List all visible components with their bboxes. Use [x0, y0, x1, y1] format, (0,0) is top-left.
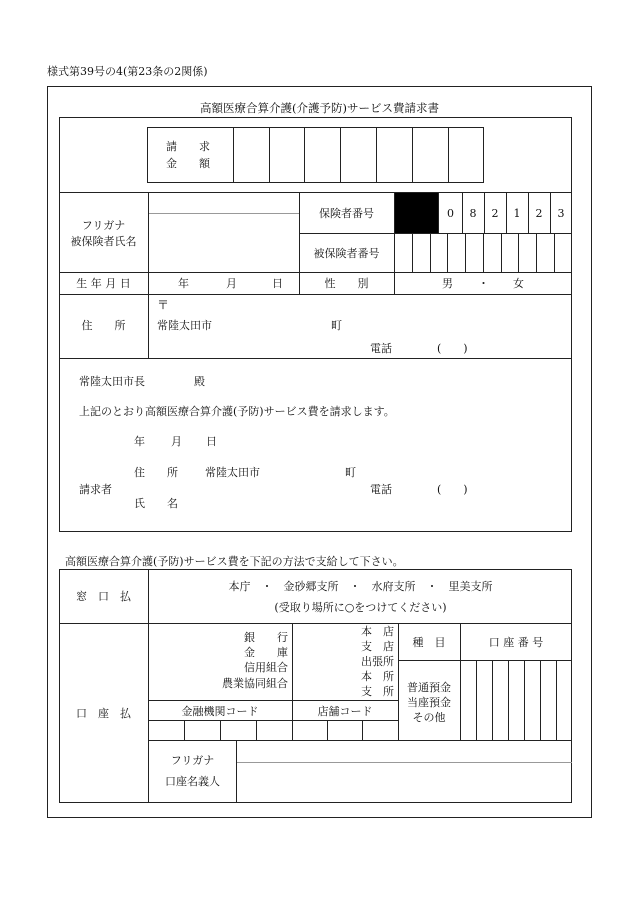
holder-furigana-label: フリガナ [170, 754, 215, 767]
account-holder-label: 口座名義人 [165, 775, 220, 788]
insurer-digit: 2 [491, 207, 499, 220]
account-number-input[interactable] [461, 661, 572, 740]
address-phone-paren: ( ) [437, 342, 468, 355]
amount-label-2: 金 額 [166, 157, 210, 170]
requester-phone-paren: ( ) [437, 483, 468, 496]
amount-input[interactable] [234, 128, 484, 182]
request-statement: 上記のとおり高額医療合算介護(予防)サービス費を請求します。 [79, 405, 395, 418]
birth-month-label: 月 [226, 277, 237, 290]
holder-furigana-input[interactable] [238, 742, 571, 761]
branch-code-label: 店舗コード [317, 705, 373, 718]
insured-number-input[interactable] [395, 234, 572, 272]
request-month-label: 月 [171, 435, 182, 448]
institution-type: 金 庫 [244, 646, 288, 659]
counter-note: (受取り場所に○をつけてください) [274, 601, 447, 614]
address-town-label: 町 [331, 319, 342, 332]
furigana-label: フリガナ [81, 219, 126, 232]
honorific: 殿 [194, 375, 205, 388]
account-type-option[interactable]: その他 [412, 711, 446, 724]
insurer-digit: 0 [447, 207, 454, 220]
requester-label: 請求者 [79, 483, 112, 496]
furigana-input[interactable] [150, 194, 298, 212]
address-phone-label: 電話 [370, 342, 392, 355]
amount-label-1: 請 求 [166, 140, 210, 153]
form-title: 高額医療合算介護(介護予防)サービス費請求書 [200, 101, 439, 115]
address-label: 住 所 [81, 319, 126, 332]
insured-name-label: 被保険者氏名 [70, 235, 137, 248]
institution-code-input[interactable] [149, 721, 292, 740]
insured-name-input[interactable] [150, 215, 298, 271]
requester-town-label: 町 [345, 466, 356, 479]
branch-type: 本 店 [361, 625, 394, 638]
account-type-option[interactable]: 当座預金 [407, 696, 451, 709]
account-payment-label: 口 座 払 [76, 707, 131, 720]
institution-type: 農業協同組合 [222, 677, 288, 690]
branch-type: 支 所 [361, 685, 394, 698]
requester-address-label: 住 所 [134, 466, 178, 479]
branch-type: 支 店 [361, 640, 394, 653]
requester-city: 常陸太田市 [205, 466, 260, 479]
address-input[interactable] [215, 316, 325, 334]
birth-year-label: 年 [178, 277, 189, 290]
postal-mark: 〒 [157, 298, 170, 312]
account-holder-input[interactable] [238, 764, 571, 802]
birth-day-label: 日 [272, 277, 283, 290]
addressee: 常陸太田市長 [79, 375, 145, 388]
form-number: 様式第39号の4(第23条の2関係) [47, 65, 208, 78]
insured-number-label: 被保険者番号 [313, 247, 380, 260]
branch-code-input[interactable] [293, 721, 398, 740]
sex-option-male[interactable]: 男 [442, 277, 453, 290]
counter-payment-label: 窓 口 払 [76, 590, 131, 603]
institution-type: 銀 行 [244, 631, 288, 644]
payment-instruction: 高額医療合算介護(予防)サービス費を下記の方法で支給して下さい。 [65, 555, 404, 568]
institution-type: 信用組合 [244, 661, 288, 674]
insurer-number-label: 保険者番号 [319, 207, 374, 220]
requester-name-label: 氏 名 [134, 497, 178, 510]
sex-label: 性 別 [324, 277, 369, 290]
sex-option-female[interactable]: 女 [513, 277, 524, 290]
account-number-label: 口 座 番 号 [488, 636, 544, 649]
request-year-label: 年 [134, 435, 145, 448]
insurer-digit: 3 [557, 207, 565, 220]
branch-type: 出張所 [361, 655, 394, 668]
address-city: 常陸太田市 [157, 319, 212, 332]
request-day-label: 日 [206, 435, 217, 448]
requester-name-input[interactable] [210, 494, 410, 512]
requester-phone-label: 電話 [370, 483, 392, 496]
account-type-option[interactable]: 普通預金 [407, 681, 451, 694]
birthdate-label: 生 年 月 日 [76, 277, 131, 290]
branch-type: 本 所 [361, 670, 394, 683]
institution-code-label: 金融機関コード [181, 705, 259, 718]
insurer-digit: 1 [513, 207, 521, 220]
insurer-digit: 2 [535, 207, 543, 220]
counter-options[interactable]: 本庁 ・ 金砂郷支所 ・ 水府支所 ・ 里美支所 [228, 580, 493, 593]
account-type-label: 種 目 [412, 636, 446, 649]
insurer-digit: 8 [469, 207, 477, 220]
insurer-number-blackout [395, 193, 438, 233]
sex-separator: ・ [478, 277, 489, 290]
